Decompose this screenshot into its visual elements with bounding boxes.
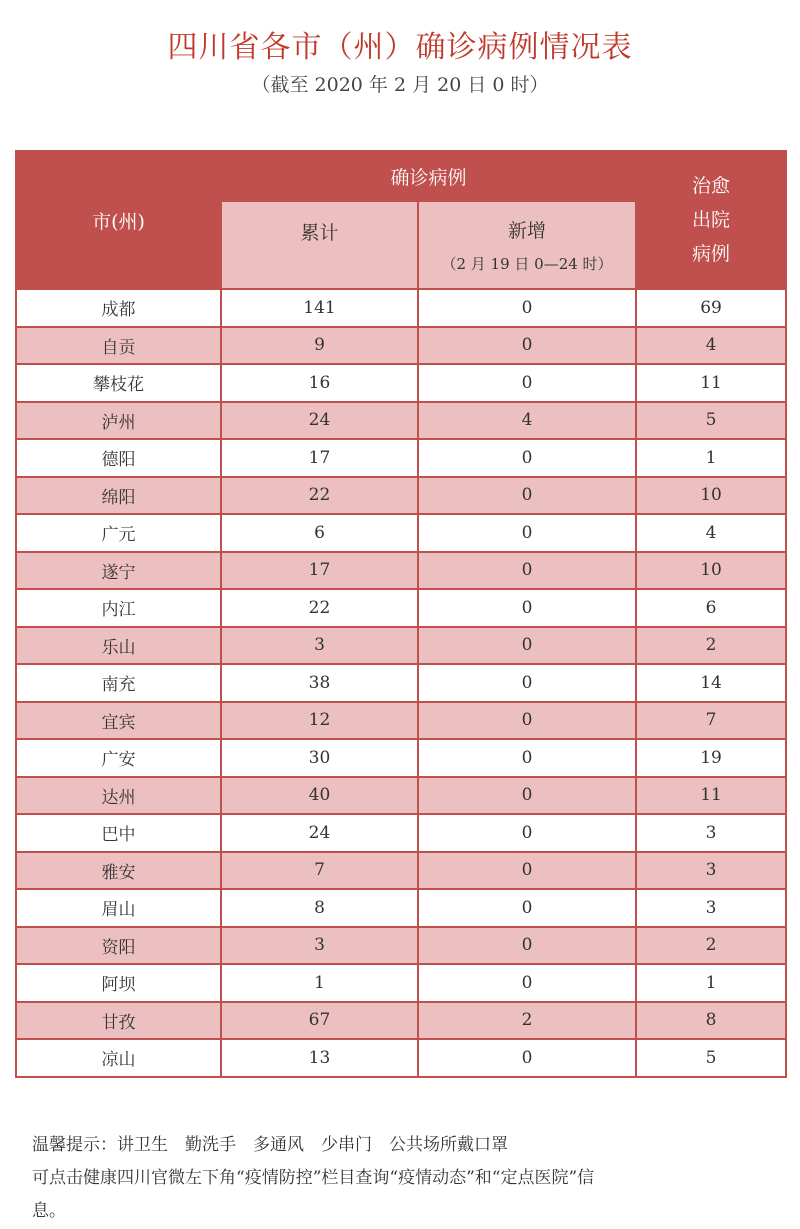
table-row [16, 439, 786, 477]
new-header [418, 201, 636, 289]
recovered-cell: 6 [636, 589, 786, 627]
new-cell: 0 [418, 439, 636, 477]
recovered-cell: 4 [636, 514, 786, 552]
table-row [16, 627, 786, 665]
confirmed-group-header: 确诊病例 [221, 151, 636, 201]
new-cell: 0 [418, 777, 636, 815]
city-cell: 攀枝花 [16, 364, 221, 402]
recovered-cell: 11 [636, 777, 786, 815]
city-cell: 遂宁 [16, 552, 221, 590]
cumulative-cell: 24 [221, 402, 418, 440]
cumulative-cell: 67 [221, 1002, 418, 1040]
recovered-cell: 14 [636, 664, 786, 702]
recovered-cell: 5 [636, 1039, 786, 1077]
city-cell: 阿坝 [16, 964, 221, 1002]
recovered-cell: 10 [636, 477, 786, 515]
recovered-cell: 3 [636, 852, 786, 890]
new-cell: 0 [418, 289, 636, 327]
new-cell: 0 [418, 552, 636, 590]
cumulative-header [221, 201, 418, 289]
page-subtitle: （截至 2020 年 2 月 20 日 0 时） [251, 74, 549, 96]
city-cell: 自贡 [16, 327, 221, 365]
city-cell: 成都 [16, 289, 221, 327]
table-row [16, 589, 786, 627]
recovered-cell: 10 [636, 552, 786, 590]
recovered-cell: 3 [636, 889, 786, 927]
table-header [16, 151, 786, 289]
cumulative-cell: 22 [221, 477, 418, 515]
recovered-header-line2: 出院 [692, 209, 731, 231]
table-row [16, 364, 786, 402]
cumulative-cell: 16 [221, 364, 418, 402]
table-row [16, 777, 786, 815]
recovered-cell: 2 [636, 627, 786, 665]
new-header-note: （2 月 19 日 0—24 时） [441, 255, 613, 273]
new-cell: 0 [418, 702, 636, 740]
recovered-cell: 4 [636, 327, 786, 365]
new-cell: 0 [418, 664, 636, 702]
cumulative-cell: 40 [221, 777, 418, 815]
table-row [16, 477, 786, 515]
recovered-header [636, 151, 786, 289]
new-cell: 0 [418, 889, 636, 927]
city-cell: 达州 [16, 777, 221, 815]
page-title: 四川省各市（州）确诊病例情况表 [167, 30, 633, 65]
new-cell: 0 [418, 964, 636, 1002]
new-cell: 0 [418, 327, 636, 365]
cumulative-cell: 3 [221, 627, 418, 665]
recovered-cell: 1 [636, 964, 786, 1002]
cumulative-cell: 13 [221, 1039, 418, 1077]
table-row [16, 289, 786, 327]
city-cell: 甘孜 [16, 1002, 221, 1040]
new-cell: 0 [418, 514, 636, 552]
new-cell: 2 [418, 1002, 636, 1040]
city-cell: 南充 [16, 664, 221, 702]
city-cell: 内江 [16, 589, 221, 627]
recovered-cell: 5 [636, 402, 786, 440]
cumulative-cell: 6 [221, 514, 418, 552]
table-row [16, 664, 786, 702]
table-row [16, 327, 786, 365]
new-cell: 0 [418, 1039, 636, 1077]
new-cell: 0 [418, 627, 636, 665]
city-cell: 广安 [16, 739, 221, 777]
city-cell: 乐山 [16, 627, 221, 665]
cumulative-cell: 30 [221, 739, 418, 777]
footer-info-end: 息。 [32, 1201, 66, 1221]
cumulative-cell: 22 [221, 589, 418, 627]
recovered-cell: 3 [636, 814, 786, 852]
table-row [16, 927, 786, 965]
city-cell: 宜宾 [16, 702, 221, 740]
table-row [16, 739, 786, 777]
city-cell: 广元 [16, 514, 221, 552]
city-header: 市(州) [16, 151, 221, 289]
table-row [16, 1002, 786, 1040]
city-cell: 巴中 [16, 814, 221, 852]
cumulative-cell: 1 [221, 964, 418, 1002]
recovered-cell: 19 [636, 739, 786, 777]
table-row [16, 402, 786, 440]
city-cell: 泸州 [16, 402, 221, 440]
cumulative-cell: 3 [221, 927, 418, 965]
cumulative-cell: 38 [221, 664, 418, 702]
recovered-cell: 69 [636, 289, 786, 327]
new-cell: 0 [418, 814, 636, 852]
city-cell: 凉山 [16, 1039, 221, 1077]
table-row [16, 552, 786, 590]
new-cell: 4 [418, 402, 636, 440]
table-row [16, 889, 786, 927]
cumulative-cell: 24 [221, 814, 418, 852]
cumulative-cell: 9 [221, 327, 418, 365]
table-row [16, 814, 786, 852]
new-cell: 0 [418, 477, 636, 515]
new-cell: 0 [418, 364, 636, 402]
cumulative-cell: 17 [221, 439, 418, 477]
recovered-cell: 7 [636, 702, 786, 740]
case-table [15, 150, 787, 1078]
cumulative-cell: 7 [221, 852, 418, 890]
cumulative-cell: 12 [221, 702, 418, 740]
city-cell: 眉山 [16, 889, 221, 927]
new-cell: 0 [418, 589, 636, 627]
new-cell: 0 [418, 739, 636, 777]
recovered-cell: 2 [636, 927, 786, 965]
table-row [16, 1039, 786, 1077]
new-cell: 0 [418, 927, 636, 965]
recovered-cell: 11 [636, 364, 786, 402]
recovered-header-line1: 治愈 [692, 175, 731, 197]
cumulative-cell: 17 [221, 552, 418, 590]
new-header-label: 新增 [508, 220, 547, 242]
table-row [16, 702, 786, 740]
cumulative-cell: 8 [221, 889, 418, 927]
footer-info: 可点击健康四川官微左下角“疫情防控”栏目查询“疫情动态”和“定点医院”信 [32, 1168, 595, 1188]
recovered-cell: 8 [636, 1002, 786, 1040]
city-cell: 德阳 [16, 439, 221, 477]
city-cell: 绵阳 [16, 477, 221, 515]
cumulative-header-label: 累计 [300, 221, 339, 244]
city-cell: 资阳 [16, 927, 221, 965]
city-cell: 雅安 [16, 852, 221, 890]
table-body [16, 289, 786, 1077]
table-row [16, 964, 786, 1002]
cumulative-cell: 141 [221, 289, 418, 327]
table-row [16, 514, 786, 552]
footer-tip: 温馨提示：讲卫生 勤洗手 多通风 少串门 公共场所戴口罩 [32, 1135, 508, 1155]
table-row [16, 852, 786, 890]
recovered-cell: 1 [636, 439, 786, 477]
new-cell: 0 [418, 852, 636, 890]
recovered-header-line3: 病例 [692, 243, 731, 265]
